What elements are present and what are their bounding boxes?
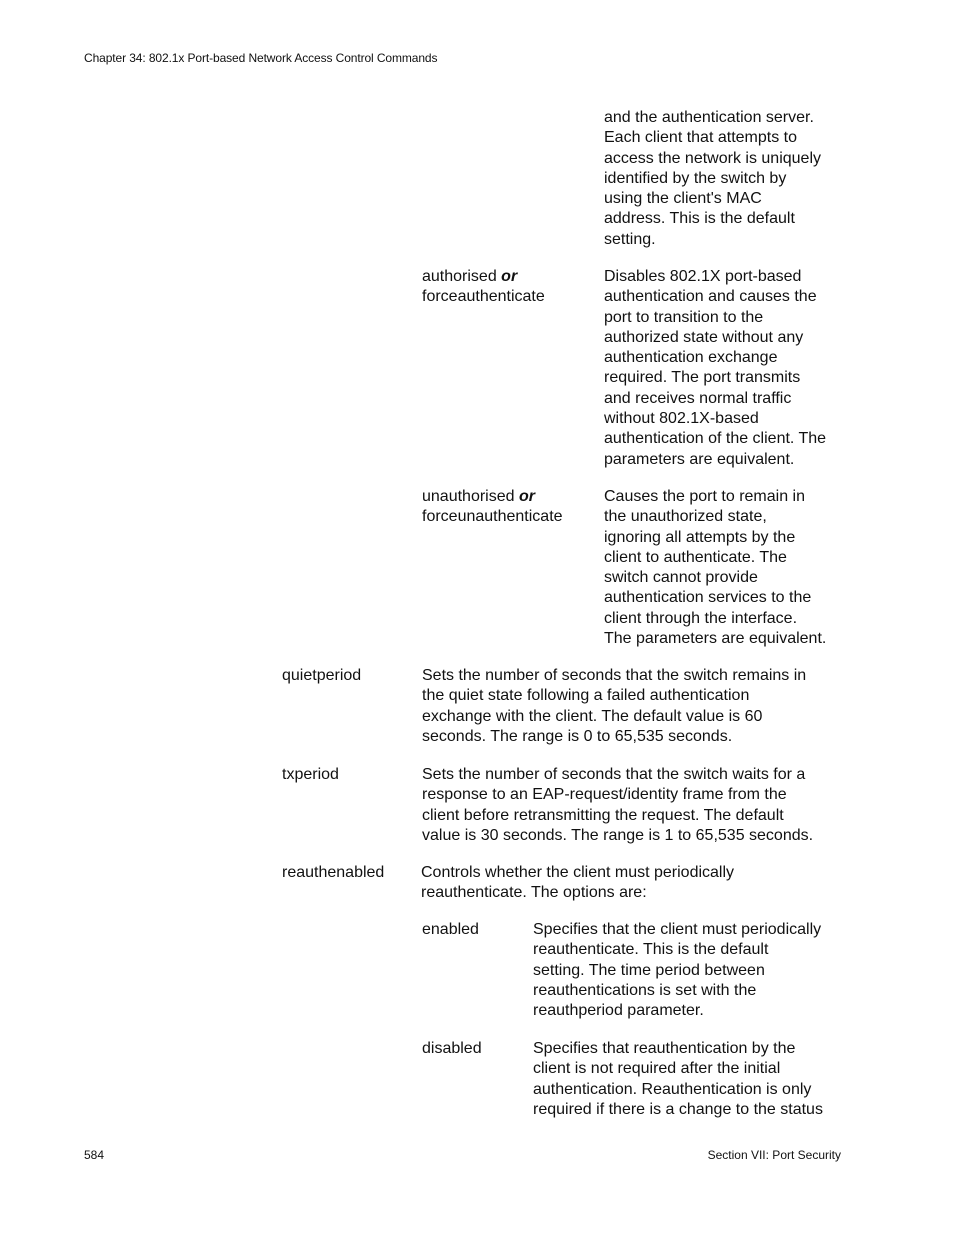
term-txperiod: txperiod [282, 766, 339, 783]
term-unauthorised-a: unauthorised [422, 488, 519, 505]
term-authorised-or: or [501, 268, 518, 285]
term-disabled: disabled [422, 1040, 482, 1057]
term-authorised-a: authorised [422, 268, 502, 285]
quietperiod-description: Sets the number of seconds that the switch remains in the quiet state following a failed authentication exchange with the client. The default value is 60 seconds. The range is 0 to 65,535 seconds. [422, 667, 807, 745]
reauthenabled-description: Controls whether the client must periodically reauthenticate. The options are: [421, 864, 735, 902]
running-header: Chapter 34: 802.1x Port-based Network Access Control Commands [84, 51, 438, 65]
term-reauthenabled: reauthenabled [282, 864, 385, 881]
enabled-description: Specifies that the client must periodically reauthenticate. This is the default setting. The time period between reauthentications is set with the reauthperiod parameter. [533, 921, 822, 1020]
term-unauthorised-b: forceunauthenticate [422, 508, 563, 526]
term-quietperiod: quietperiod [282, 667, 362, 684]
txperiod-description: Sets the number of seconds that the switch waits for a response to an EAP-request/identity frame from the client before retransmitting the request. The default value is 30 seconds. The range is 1 to 65,535 seconds. [422, 766, 814, 844]
intro-description: and the authentication server. Each client that attempts to access the network is uniquely identified by the switch by using the client's MAC address. This is the default setting. [604, 109, 821, 248]
term-enabled: enabled [422, 921, 479, 938]
term-authorised-b: forceauthenticate [422, 288, 545, 306]
term-authorised [422, 267, 545, 308]
section-footer: Section VII: Port Security [707, 1148, 841, 1162]
disabled-description: Specifies that reauthentication by the client is not required after the initial authentication. Reauthentication is only required if there is a change to the status [533, 1040, 823, 1118]
unauthorised-description: Causes the port to remain in the unauthorized state, ignoring all attempts by the client to authenticate. The switch cannot provide authentication services to the client through the interface. The parameters are equivalent. [604, 488, 827, 648]
term-unauthorised-or: or [518, 488, 535, 505]
authorised-description: Disables 802.1X port-based authentication and causes the port to transition to the authorized state without any authentication exchange required. The port transmits and receives normal traffic without 802.1X-based authentication of the client. The parameters are equivalent. [604, 268, 827, 468]
page-number: 584 [84, 1148, 105, 1162]
term-unauthorised [422, 487, 563, 528]
